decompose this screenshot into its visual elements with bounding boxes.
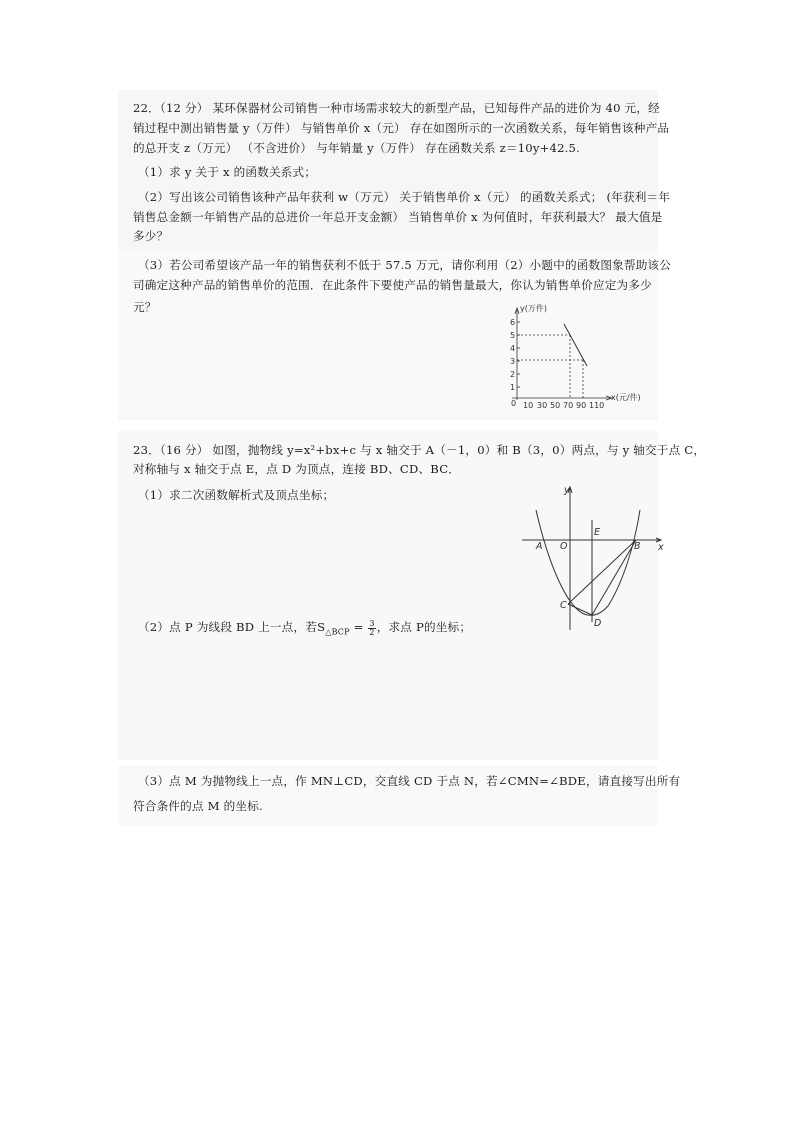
- graph-linear-function: [564, 324, 587, 366]
- q23-part3-line1: （3）点 M 为抛物线上一点，作 MN⊥CD，交直线 CD 于点 N，若∠CMN=∠BDE，请直接写出所有: [138, 774, 681, 788]
- q23-part2-prefix: （2）点 P 为线段 BD 上一点，若S: [138, 620, 326, 634]
- graph-x-tick: 90: [576, 401, 587, 410]
- q22-line1: 22．（12 分） 某环保器材公司销售一种市场需求较大的新型产品，已知每件产品的进价为 40 元，经: [133, 101, 660, 115]
- q23-part2: [138, 614, 471, 645]
- q23-part2-sub: △BCP: [325, 627, 350, 637]
- graph-y-tick: 5: [510, 331, 516, 340]
- figure-label-e: E: [594, 527, 601, 538]
- q23-parabola-figure: [520, 482, 670, 632]
- figure-parabola: [536, 510, 640, 615]
- q23-part3-line2: 符合条件的点 M 的坐标.: [133, 799, 263, 813]
- graph-y-tick: 1: [510, 383, 516, 392]
- q22-line3: 的总开支 z（万元） （不含进价） 与年销量 y（万件） 存在函数关系 z＝10y+42.5.: [133, 141, 581, 155]
- graph-y-tick: 4: [510, 344, 516, 353]
- q22-part3-line2: 司确定这种产品的销售单价的范围．在此条件下要使产品的销售量最大，你认为销售单价应定为多少: [133, 278, 652, 292]
- q23-part1: （1）求二次函数解析式及顶点坐标；: [138, 488, 335, 502]
- figure-label-d: D: [594, 618, 602, 629]
- q22-part3-line3: 元？: [133, 300, 157, 314]
- q22-line2: 销过程中测出销售量 y（万件） 与销售单价 x（元） 存在如图所示的一次函数关系，每年销售该种产品: [133, 121, 670, 135]
- q23-part2-eq: =: [349, 620, 368, 634]
- graph-y-tick: 2: [510, 370, 516, 379]
- graph-x-tick: 110: [589, 401, 605, 410]
- graph-y-label: y(万件): [520, 304, 547, 313]
- q23-part2-suffix: ，求点 P的坐标；: [376, 620, 472, 634]
- figure-label-y: y: [564, 485, 570, 496]
- q22-part2-line3: 多少？: [133, 229, 169, 243]
- fraction-denominator: 2: [369, 627, 375, 637]
- figure-label-c: C: [560, 600, 567, 611]
- q23-line2: 对称轴与 x 轴交于点 E，点 D 为顶点，连接 BD、CD、BC．: [133, 462, 461, 476]
- q23-line1: 23．（16 分） 如图，抛物线 y=x²+bx+c 与 x 轴交于 A（－1，0）和 B（3，0）两点，与 y 轴交于点 C，: [133, 443, 706, 457]
- figure-label-b: B: [634, 541, 641, 552]
- graph-y-tick: 6: [510, 318, 516, 327]
- q22-part2-line2: 销售总金额一年销售产品的总进价一年总开支金额） 当销售单价 x 为何值时，年获利最大？ 最大值是: [133, 210, 663, 224]
- graph-origin: 0: [511, 399, 517, 408]
- q22-part2-line1: （2）写出该公司销售该种产品年获利 w（万元） 关于销售单价 x（元） 的函数关系式； (年获利＝年: [138, 190, 671, 204]
- q22-part1: （1）求 y 关于 x 的函数关系式；: [138, 165, 317, 179]
- segment-bc: [568, 540, 636, 604]
- graph-x-tick: 10: [523, 401, 534, 410]
- fraction-numerator: 3: [369, 618, 375, 628]
- figure-label-o: O: [560, 541, 568, 552]
- graph-x-tick: 50: [550, 401, 561, 410]
- graph-x-tick: 30: [537, 401, 548, 410]
- graph-y-tick: 3: [510, 357, 516, 366]
- figure-label-x: x: [658, 542, 664, 553]
- q23-part2-fraction: [368, 620, 375, 637]
- figure-label-a: A: [536, 541, 543, 552]
- segment-cd: [568, 604, 592, 615]
- graph-x-label: x(元/件): [611, 393, 641, 402]
- segment-bd: [592, 540, 636, 615]
- graph-x-tick: 70: [563, 401, 574, 410]
- q22-sales-graph: [500, 300, 655, 418]
- q22-part3-line1: （3）若公司希望该产品一年的销售获利不低于 57.5 万元，请你利用（2）小题中的函数图象帮助该公: [138, 258, 672, 272]
